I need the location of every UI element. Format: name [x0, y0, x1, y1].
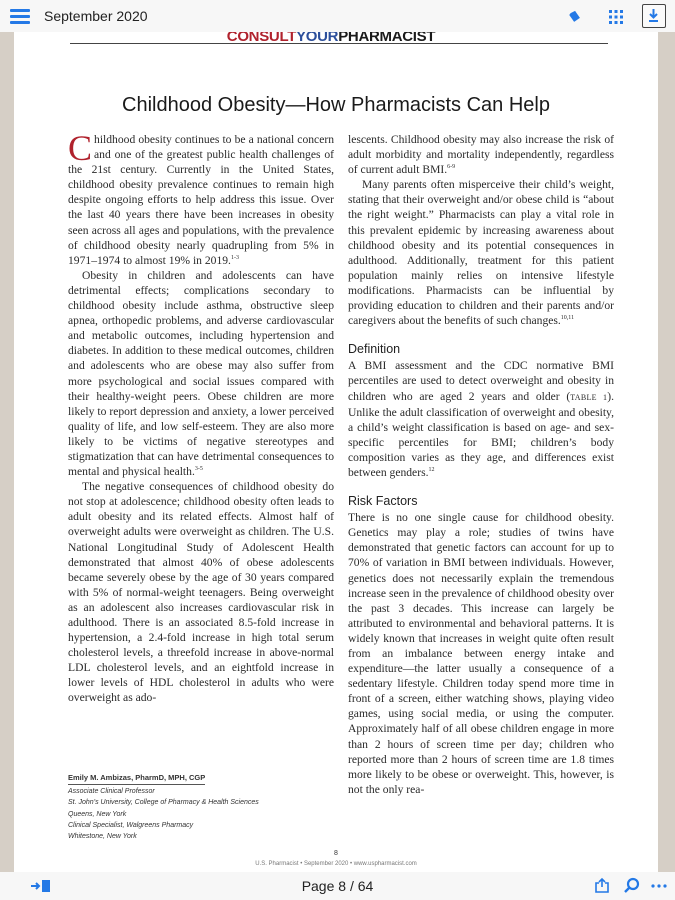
tag-icon	[568, 10, 582, 24]
author-line: Queens, New York	[68, 810, 127, 818]
author-line: Whitestone, New York	[68, 833, 137, 841]
banner-consult: CONSULT	[226, 32, 297, 45]
author-block	[68, 772, 334, 842]
paragraph: Childhood obesity continues to be a national concern and one of the greatest public health challenges of the 21st century. Currently in the United States, childhood obesity prevalence continues to remain high despite ongoing efforts to help address this issue. Over the last 40 years there have been increases in obesity seen across all ages and populations, with the prevalence of childhood obesity nearly quadrupling from 5% in 1971–1974 to almost 19% in 2019.$^{1-3}$	[68, 128, 334, 267]
paragraph: The negative consequences of childhood obesity do not stop at adolescence; childhood obesity often leads to adult obesity and its related effects. Almost half of overweight adults were overweight as children. The U.S. National Longitudinal Study of Adolescent Health demonstrated that almost 40% of obese adolescents became severely obese by the age of 30 years compared with 5% of normal-weight teenagers. Being overweight as an adolescent also increases cardiovascular risk in adulthood. There is an associated 8.5-fold increase in hypertension, a 2.4-fold increase in high total serum cholesterol levels, a threefold increase in above-normal LDL cholesterol levels, and an eightfold increase in lower levels of HDL cholesterol in adults who were overweight as ado-	[68, 480, 334, 705]
banner-your: YOUR	[296, 32, 339, 45]
document-title: September 2020	[44, 8, 148, 24]
right-column	[348, 132, 614, 797]
paragraph: lescents. Childhood obesity may also increase the risk of adult morbidity and mortality independently, regardless of current adult BMI.$^{6-9}$	[348, 133, 614, 177]
share-icon	[594, 877, 610, 894]
printed-page-number: 8	[334, 850, 338, 857]
share-button[interactable]	[594, 877, 610, 894]
left-column	[68, 128, 334, 706]
pdf-page	[14, 32, 658, 872]
author-line: St. John’s University, College of Pharmacy & Health Sciences	[68, 799, 259, 807]
page-footer: U.S. Pharmacist • September 2020 • www.uspharmacist.com	[255, 861, 417, 867]
paragraph: Many parents often misperceive their child’s weight, stating that their overweight and/or obese child is “about the right weight.” Pharmacists can play a vital role in this prevalent epidemic by increasing awareness about childhood obesity and its potential consequences in adulthood. Additionally, treatment for this patient population mainly relies on intensive lifestyle modifications. Pharmacists can be influential by providing education to children and their parents and/or caregivers about the benefits of such changes.$^{10,11}$	[348, 178, 614, 328]
author-name: Emily M. Ambizas, PharmD, MPH, CGP	[68, 772, 205, 785]
table-reference: TABLE 1	[570, 392, 608, 402]
search-icon	[623, 877, 640, 894]
thumbnails-grid-button[interactable]	[608, 9, 624, 25]
paragraph: A BMI assessment and the CDC normative BMI percentiles are used to detect overweight and obesity in children who are aged 2 years and older (TABLE 1). Unlike the adult classification of overweight and obesity, a child’s weight classification is based on age- and sex-specific percentiles for BMI; children’s body composition varies as they age, and differences exist between genders.$^{12}$	[348, 359, 615, 479]
section-banner	[54, 32, 608, 45]
paragraph: There is no one single cause for childhood obesity. Genetics may play a role; studies of twins have demonstrated that genetic factors can account for up to 70% of variation in BMI between individuals. However, genetics does not necessarily explain the tremendous increase seen in the prevalence of childhood obesity over the past 3 decades. This increase can largely be attributed to environmental and behavioral patterns. It is widely known that increases in weight quite often result from an imbalance between energy intake and expenditure—the latter usually a consequence of a sedentary lifestyle. Children today spend more time in front of a screen, either watching shows, playing video games, using social media, or using the computer. Approximately half of all obese children engage in more than 2 hours of screen time per day; children who reported more than 2 hours of screen time are 1.8 times more likely to be obese or overweight. This, however, is not the only rea-	[348, 511, 614, 796]
download-icon	[643, 5, 664, 26]
search-button[interactable]	[623, 877, 640, 894]
grid-icon	[608, 9, 624, 25]
section-heading-definition: Definition	[348, 342, 401, 357]
page-indicator: Page 8 / 64	[301, 878, 374, 894]
download-button[interactable]	[642, 4, 666, 28]
author-line: Clinical Specialist, Walgreens Pharmacy	[68, 821, 194, 829]
banner-pharmacist: PHARMACIST	[338, 32, 436, 45]
more-button[interactable]	[650, 877, 668, 894]
drop-cap: C	[68, 128, 93, 168]
top-toolbar	[0, 0, 675, 32]
menu-button[interactable]	[10, 9, 30, 25]
more-icon	[650, 877, 668, 894]
bottom-toolbar	[0, 872, 675, 900]
article-title: Childhood Obesity—How Pharmacists Can Help	[122, 94, 550, 116]
author-line: Associate Clinical Professor	[68, 788, 155, 796]
paragraph: Obesity in children and adolescents can have detrimental effects; complications secondary to childhood obesity include asthma, obstructive sleep apnea, orthopedic problems, and adverse cardiovascular and metabolic outcomes, including hypertension and diabetes. In addition to these medical outcomes, children and adolescents who are obese may also suffer from more psychological and social issues compared with their healthy-weight peers. Obese children are more likely to report depression and anxiety, a lower perceived quality of life, and low self-esteem. They are also more likely to be victims of negative stereotypes and stigmatization that can have detrimental consequences to mental and physical health.$^{3-5}$	[68, 268, 334, 479]
section-heading-risk-factors: Risk Factors	[348, 494, 418, 509]
tag-button[interactable]	[568, 10, 582, 24]
menu-icon	[10, 9, 30, 12]
